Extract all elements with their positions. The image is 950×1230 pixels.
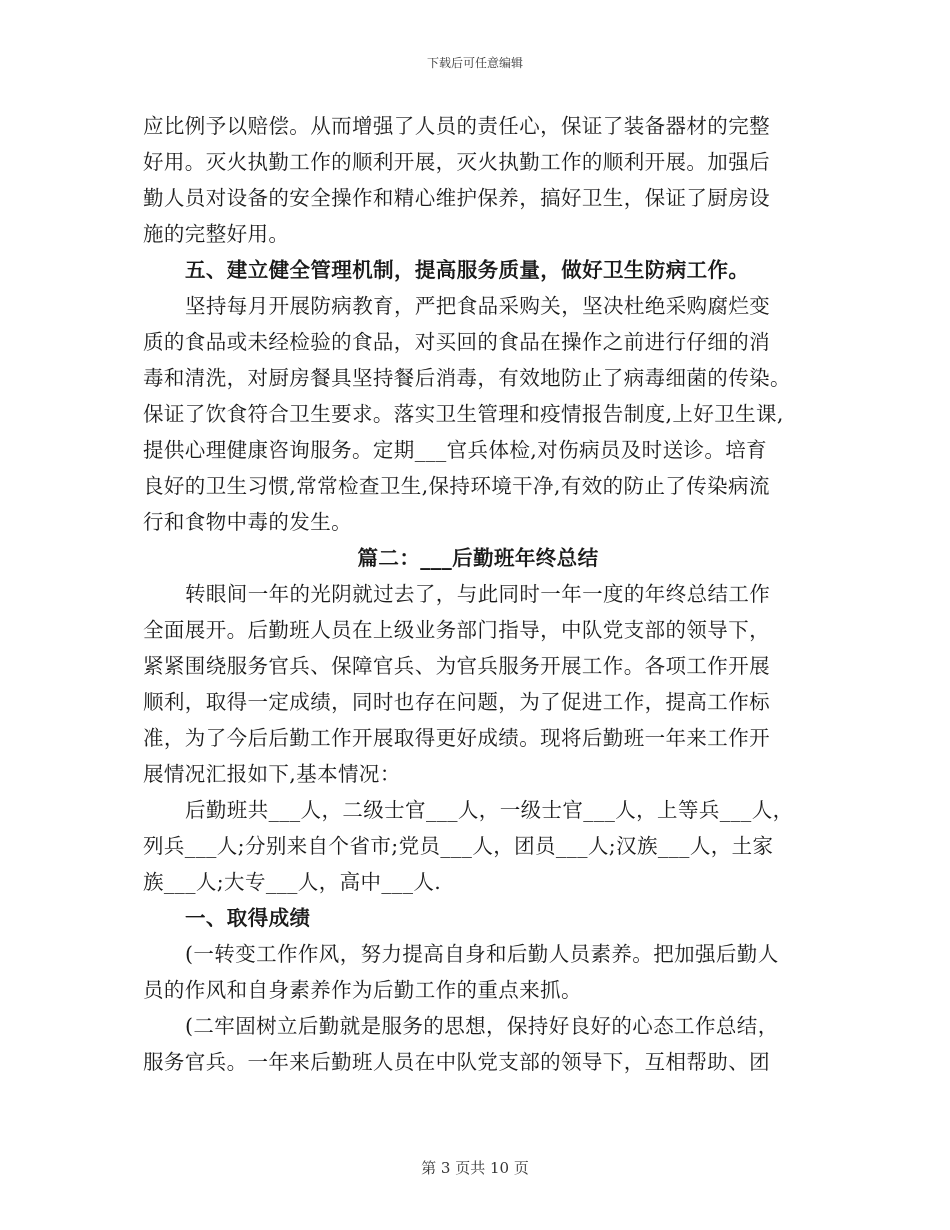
text-line: 转眼间一年的光阴就过去了，与此同时一年一度的年终总结工作 <box>185 582 771 606</box>
text-line: 施的完整好用。 <box>143 222 290 246</box>
text-line: 勤人员对设备的安全操作和精心维护保养，搞好卫生，保证了厨房设 <box>143 186 770 210</box>
text-line: 展情况汇报如下,基本情况： <box>143 762 401 786</box>
text-line: 应比例予以赔偿。从而增强了人员的责任心，保证了装备器材的完整 <box>143 114 770 138</box>
text-line: 列兵___人;分别来自个省市;党员___人，团员___人;汉族___人，土家 <box>143 834 774 858</box>
text-line: 族___人;大专___人，高中___人. <box>143 870 442 894</box>
text-line: 毒和清洗，对厨房餐具坚持餐后消毒，有效地防止了病毒细菌的传染。 <box>143 366 791 390</box>
text-line: 提供心理健康咨询服务。定期___官兵体检,对伤病员及时送诊。培育 <box>143 438 768 462</box>
text-line: 服务官兵。一年来后勤班人员在中队党支部的领导下，互相帮助、团 <box>143 1050 770 1074</box>
document-body <box>143 108 813 1080</box>
text-line: 质的食品或未经检验的食品，对买回的食品在操作之前进行仔细的消 <box>143 330 770 354</box>
text-line: 好用。灭火执勤工作的顺利开展，灭火执勤工作的顺利开展。加强后 <box>143 150 770 174</box>
page-header: 下载后可任意编辑 <box>426 56 523 70</box>
text-line: 行和食物中毒的发生。 <box>143 510 352 534</box>
text-line: 员的作风和自身素养作为后勤工作的重点来抓。 <box>143 978 582 1002</box>
text-line: 准，为了今后后勤工作开展取得更好成绩。现将后勤班一年来工作开 <box>143 726 770 750</box>
text-line: 篇二：___后勤班年终总结 <box>357 546 599 570</box>
text-line: 一、取得成绩 <box>185 906 311 930</box>
text-line: 顺利，取得一定成绩，同时也存在问题，为了促进工作，提高工作标 <box>143 690 770 714</box>
text-line: 后勤班共___人，二级士官___人，一级士官___人，上等兵___人， <box>185 798 794 822</box>
text-line: 良好的卫生习惯,常常检查卫生,保持环境干净,有效的防止了传染病流 <box>143 474 770 498</box>
text-line: 紧紧围绕服务官兵、保障官兵、为官兵服务开展工作。各项工作开展 <box>143 654 770 678</box>
text-line: (二牢固树立后勤就是服务的思想，保持好良好的心态工作总结， <box>185 1014 779 1038</box>
page-footer: 第 3 页共 10 页 <box>421 1159 529 1177</box>
text-line: 五、建立健全管理机制，提高服务质量，做好卫生防病工作。 <box>185 258 750 282</box>
text-line: 全面展开。后勤班人员在上级业务部门指导，中队党支部的领导下， <box>143 618 770 642</box>
text-line: 坚持每月开展防病教育，严把食品采购关，坚决杜绝采购腐烂变 <box>185 294 771 318</box>
text-line: (一转变工作作风，努力提高自身和后勤人员素养。把加强后勤人 <box>185 942 779 966</box>
text-line: 保证了饮食符合卫生要求。落实卫生管理和疫情报告制度,上好卫生课, <box>143 402 784 426</box>
